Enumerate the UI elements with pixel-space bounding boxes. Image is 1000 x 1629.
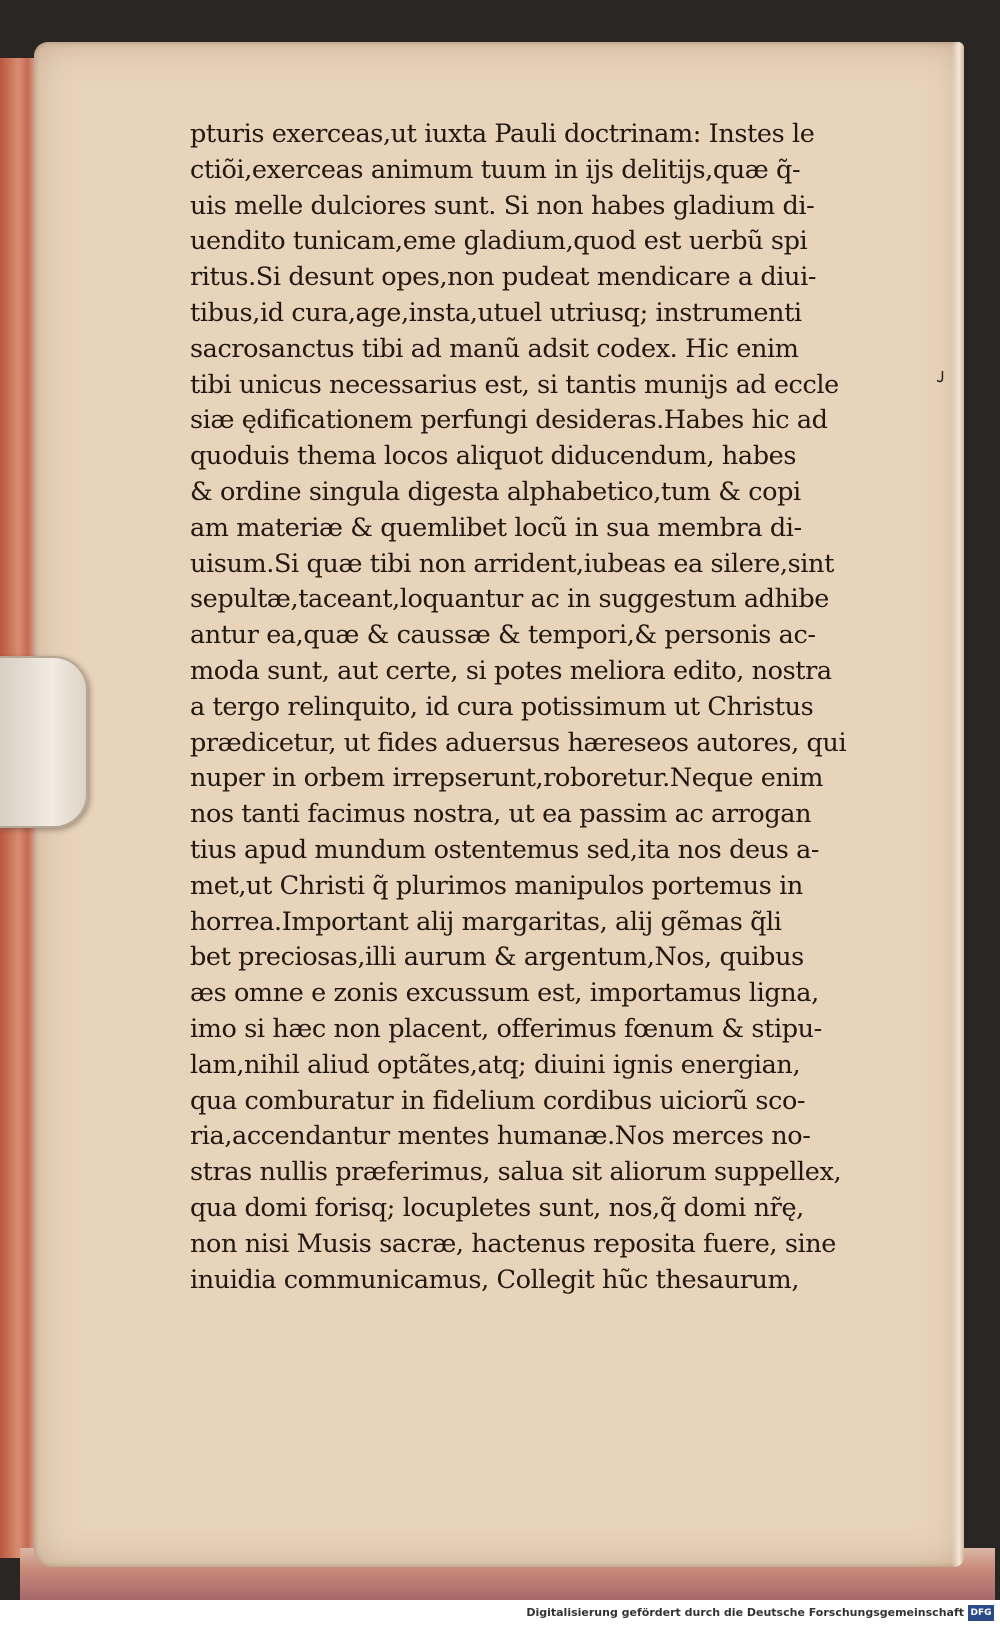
text-line: pturis exerceas,ut iuxta Pauli doctrinam: Instes le [190,119,815,149]
text-line: ctiõi,exerceas animum tuum in ijs delitijs,quæ q̃- [190,154,801,185]
margin-mark: ᴊ [937,363,945,387]
text-line: qua domi forisq; locupletes sunt, nos,q̃ domi nr̃ę, [190,1192,804,1223]
text-line: imo si hæc non placent, offerimus fœnum & stipu- [190,1013,822,1044]
text-line: a tergo relinquito, id cura potissimum ut Christus [190,691,814,722]
page-edge [952,42,964,1567]
text-line: horrea.Important alij margaritas, alij gẽmas q̃li [190,906,782,937]
text-line: æs omne e zonis excussum est, importamus ligna, [190,978,819,1009]
text-line: uis melle dulciores sunt. Si non habes gladium di- [190,190,815,221]
text-line: moda sunt, aut certe, si potes meliora edito, nostra [190,655,832,686]
page-text [190,117,880,1298]
text-line: stras nullis præferimus, salua sit aliorum suppellex, [190,1157,842,1188]
text-line: inuidia communicamus, Collegit hũc thesaurum, [190,1264,800,1295]
text-line: am materiæ & quemlibet locũ in sua membra di- [190,512,802,543]
text-line: siæ ędificationem perfungi desideras.Habes hic ad [190,405,828,436]
text-line: lam,nihil aliud optãtes,atq; diuini ignis energian, [190,1049,801,1080]
text-line: qua comburatur in fidelium cordibus uiciorũ sco- [190,1085,806,1116]
text-line: antur ea,quæ & caussæ & tempori,& personis ac- [190,620,816,651]
text-line: uisum.Si quæ tibi non arrident,iubeas ea silere,sint [190,548,834,579]
text-line: non nisi Musis sacræ, hactenus reposita fuere, sine [190,1228,836,1259]
footer-credit: Digitalisierung gefördert durch die Deutsche Forschungsgemeinschaft [526,1606,964,1619]
text-line: tibus,id cura,age,insta,utuel utriusq; instrumenti [190,297,802,328]
text-line: sacrosanctus tibi ad manũ adsit codex. Hic enim [190,333,799,364]
text-line: ria,accendantur mentes humanæ.Nos merces no- [190,1121,811,1152]
text-line: ritus.Si desunt opes,non pudeat mendicare a diui- [190,262,817,293]
text-line: sepultæ,taceant,loquantur ac in suggestum adhibe [190,584,829,615]
text-line: met,ut Christi q̃ plurimos manipulos portemus in [190,870,803,901]
text-line: uendito tunicam,eme gladium,quod est uerbũ spi [190,226,808,257]
dfg-logo: DFG [968,1605,994,1621]
text-line: prædicetur, ut fides aduersus hæreseos autores, qui [190,727,847,758]
footer [0,1600,1000,1629]
text-line: nuper in orbem irrepserunt,roboretur.Neque enim [190,763,824,794]
text-line: tibi unicus necessarius est, si tantis munijs ad eccle [190,369,839,400]
text-line: & ordine singula digesta alphabetico,tum & copi [190,476,801,507]
text-line: quoduis thema locos aliquot diducendum, habes [190,441,797,472]
text-line: tius apud mundum ostentemus sed,ita nos deus a- [190,834,820,865]
text-line: nos tanti facimus nostra, ut ea passim ac arrogan [190,799,812,830]
book-clasp [0,656,88,828]
text-line: bet preciosas,illi aurum & argentum,Nos, quibus [190,942,804,973]
